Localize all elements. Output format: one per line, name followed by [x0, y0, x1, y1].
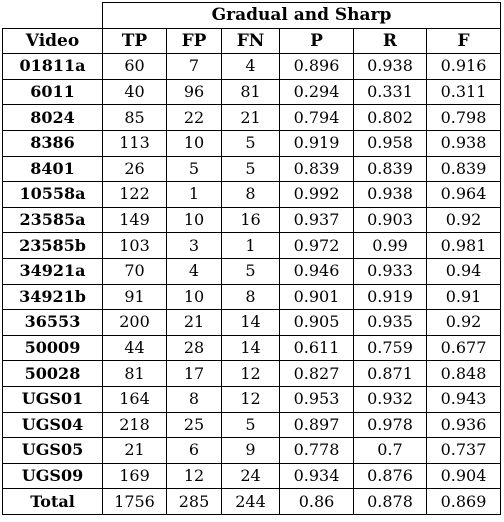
cell-recall: 0.938	[354, 54, 427, 80]
cell-precision: 0.86	[280, 489, 354, 515]
cell-video: 8024	[3, 105, 103, 131]
cell-f-score: 0.798	[427, 105, 501, 131]
cell-tp: 60	[103, 54, 167, 80]
table-row	[3, 182, 501, 208]
cell-f-score: 0.904	[427, 463, 501, 489]
cell-video: 23585b	[3, 233, 103, 259]
cell-recall: 0.978	[354, 412, 427, 438]
cell-tp: 113	[103, 130, 167, 156]
cell-tp: 44	[103, 335, 167, 361]
cell-f-score: 0.848	[427, 361, 501, 387]
cell-video: UGS04	[3, 412, 103, 438]
cell-fn: 8	[222, 182, 280, 208]
column-header-f-score: F	[427, 28, 501, 54]
cell-fp: 22	[167, 105, 222, 131]
cell-fn: 21	[222, 105, 280, 131]
cell-precision: 0.953	[280, 386, 354, 412]
cell-tp: 21	[103, 438, 167, 464]
cell-fp: 6	[167, 438, 222, 464]
cell-tp: 218	[103, 412, 167, 438]
cell-recall: 0.331	[354, 79, 427, 105]
cell-f-score: 0.869	[427, 489, 501, 515]
cell-video: 01811a	[3, 54, 103, 80]
cell-video: UGS05	[3, 438, 103, 464]
cell-fn: 14	[222, 335, 280, 361]
cell-fn: 5	[222, 412, 280, 438]
cell-f-score: 0.94	[427, 258, 501, 284]
cell-fp: 10	[167, 207, 222, 233]
cell-video: 23585a	[3, 207, 103, 233]
cell-f-score: 0.311	[427, 79, 501, 105]
table-row	[3, 258, 501, 284]
table-row	[3, 438, 501, 464]
cell-fp: 25	[167, 412, 222, 438]
cell-tp: 122	[103, 182, 167, 208]
cell-fn: 24	[222, 463, 280, 489]
cell-precision: 0.972	[280, 233, 354, 259]
cell-fp: 28	[167, 335, 222, 361]
cell-f-score: 0.916	[427, 54, 501, 80]
cell-tp: 200	[103, 310, 167, 336]
cell-tp: 149	[103, 207, 167, 233]
cell-video: UGS09	[3, 463, 103, 489]
cell-fp: 285	[167, 489, 222, 515]
cell-fp: 8	[167, 386, 222, 412]
column-header-row	[3, 28, 501, 54]
cell-f-score: 0.677	[427, 335, 501, 361]
cell-fp: 1	[167, 182, 222, 208]
column-header-fp: FP	[167, 28, 222, 54]
cell-tp: 91	[103, 284, 167, 310]
cell-tp: 103	[103, 233, 167, 259]
table-row	[3, 207, 501, 233]
cell-fp: 12	[167, 463, 222, 489]
cell-recall: 0.932	[354, 386, 427, 412]
cell-fp: 5	[167, 156, 222, 182]
cell-fn: 4	[222, 54, 280, 80]
cell-fp: 10	[167, 284, 222, 310]
cell-fn: 12	[222, 386, 280, 412]
group-header: Gradual and Sharp	[103, 3, 501, 29]
cell-fn: 16	[222, 207, 280, 233]
table-row	[3, 284, 501, 310]
column-header-precision: P	[280, 28, 354, 54]
cell-precision: 0.992	[280, 182, 354, 208]
cell-video: 50028	[3, 361, 103, 387]
cell-recall: 0.938	[354, 182, 427, 208]
cell-precision: 0.905	[280, 310, 354, 336]
cell-precision: 0.897	[280, 412, 354, 438]
column-header-fn: FN	[222, 28, 280, 54]
cell-recall: 0.919	[354, 284, 427, 310]
column-header-recall: R	[354, 28, 427, 54]
cell-precision: 0.901	[280, 284, 354, 310]
cell-precision: 0.827	[280, 361, 354, 387]
cell-fn: 5	[222, 130, 280, 156]
cell-tp: 40	[103, 79, 167, 105]
cell-fn: 14	[222, 310, 280, 336]
cell-fn: 244	[222, 489, 280, 515]
cell-tp: 164	[103, 386, 167, 412]
cell-recall: 0.878	[354, 489, 427, 515]
cell-f-score: 0.92	[427, 207, 501, 233]
table-row	[3, 105, 501, 131]
cell-f-score: 0.936	[427, 412, 501, 438]
cell-fn: 8	[222, 284, 280, 310]
cell-recall: 0.871	[354, 361, 427, 387]
cell-fp: 21	[167, 310, 222, 336]
cell-tp: 26	[103, 156, 167, 182]
cell-video: UGS01	[3, 386, 103, 412]
cell-fp: 3	[167, 233, 222, 259]
cell-recall: 0.802	[354, 105, 427, 131]
table-row	[3, 386, 501, 412]
cell-precision: 0.896	[280, 54, 354, 80]
cell-precision: 0.946	[280, 258, 354, 284]
table-row	[3, 54, 501, 80]
table-row	[3, 463, 501, 489]
cell-recall: 0.903	[354, 207, 427, 233]
cell-fn: 9	[222, 438, 280, 464]
table-row	[3, 335, 501, 361]
cell-f-score: 0.92	[427, 310, 501, 336]
cell-tp: 85	[103, 105, 167, 131]
table-body	[3, 54, 501, 515]
cell-video: Total	[3, 489, 103, 515]
cell-fp: 17	[167, 361, 222, 387]
cell-video: 10558a	[3, 182, 103, 208]
cell-video: 34921a	[3, 258, 103, 284]
cell-tp: 81	[103, 361, 167, 387]
cell-f-score: 0.964	[427, 182, 501, 208]
cell-fn: 81	[222, 79, 280, 105]
table-row	[3, 310, 501, 336]
cell-recall: 0.99	[354, 233, 427, 259]
cell-recall: 0.933	[354, 258, 427, 284]
cell-f-score: 0.981	[427, 233, 501, 259]
cell-precision: 0.934	[280, 463, 354, 489]
cell-fn: 5	[222, 156, 280, 182]
table-row	[3, 233, 501, 259]
cell-video: 8386	[3, 130, 103, 156]
cell-precision: 0.294	[280, 79, 354, 105]
cell-video: 50009	[3, 335, 103, 361]
cell-fp: 4	[167, 258, 222, 284]
cell-precision: 0.794	[280, 105, 354, 131]
table-row	[3, 79, 501, 105]
cell-precision: 0.778	[280, 438, 354, 464]
cell-fp: 96	[167, 79, 222, 105]
table-row	[3, 412, 501, 438]
cell-fn: 12	[222, 361, 280, 387]
cell-recall: 0.759	[354, 335, 427, 361]
cell-f-score: 0.91	[427, 284, 501, 310]
cell-f-score: 0.938	[427, 130, 501, 156]
cell-f-score: 0.943	[427, 386, 501, 412]
group-header-row	[3, 3, 501, 29]
cell-fn: 5	[222, 258, 280, 284]
cell-precision: 0.611	[280, 335, 354, 361]
column-header-tp: TP	[103, 28, 167, 54]
total-row	[3, 489, 501, 515]
table-row	[3, 361, 501, 387]
results-table	[2, 2, 501, 515]
cell-recall: 0.935	[354, 310, 427, 336]
cell-tp: 1756	[103, 489, 167, 515]
cell-tp: 70	[103, 258, 167, 284]
table-row	[3, 130, 501, 156]
cell-video: 8401	[3, 156, 103, 182]
cell-precision: 0.839	[280, 156, 354, 182]
cell-fn: 1	[222, 233, 280, 259]
header-corner-cell	[3, 3, 103, 29]
cell-video: 34921b	[3, 284, 103, 310]
cell-video: 6011	[3, 79, 103, 105]
cell-recall: 0.839	[354, 156, 427, 182]
cell-recall: 0.958	[354, 130, 427, 156]
table-row	[3, 156, 501, 182]
cell-tp: 169	[103, 463, 167, 489]
cell-f-score: 0.737	[427, 438, 501, 464]
cell-fp: 7	[167, 54, 222, 80]
cell-fp: 10	[167, 130, 222, 156]
cell-recall: 0.7	[354, 438, 427, 464]
cell-precision: 0.919	[280, 130, 354, 156]
cell-precision: 0.937	[280, 207, 354, 233]
cell-f-score: 0.839	[427, 156, 501, 182]
cell-recall: 0.876	[354, 463, 427, 489]
column-header-video: Video	[3, 28, 103, 54]
cell-video: 36553	[3, 310, 103, 336]
